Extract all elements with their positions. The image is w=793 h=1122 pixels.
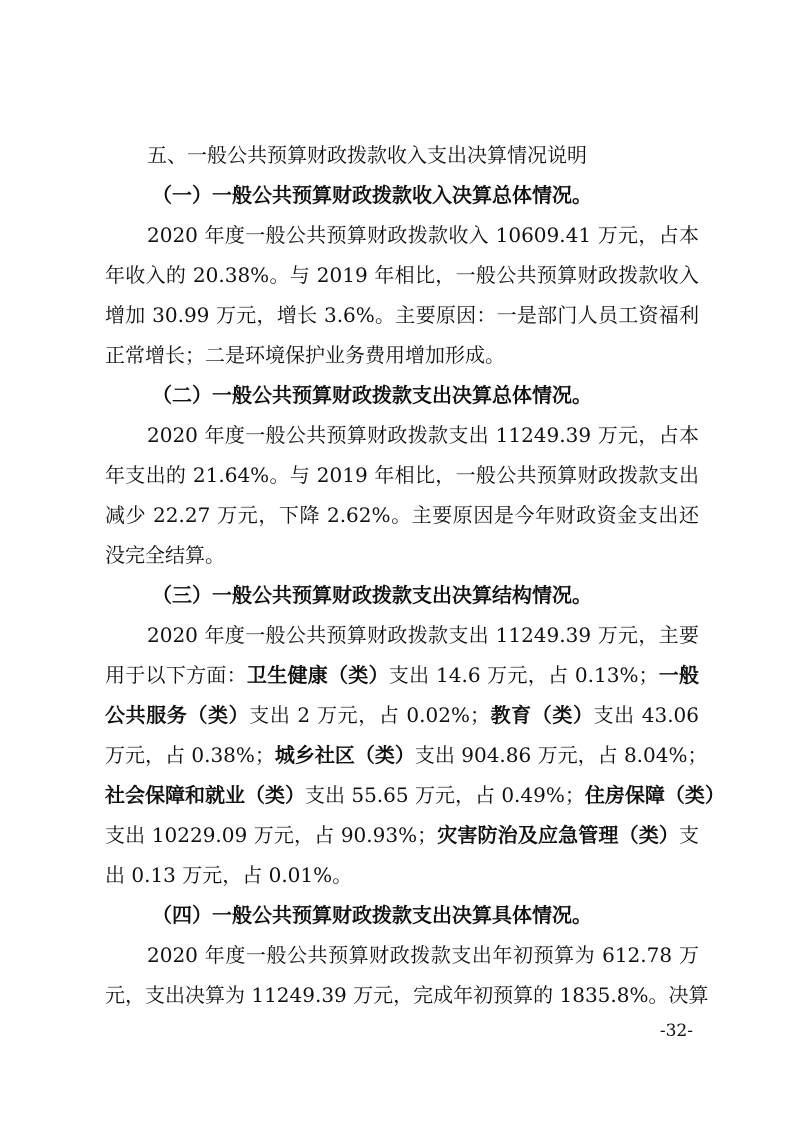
section-title: 五、一般公共预算财政拨款收入支出决算情况说明: [147, 143, 587, 167]
category-label: 公共服务（类）: [105, 703, 250, 727]
category-label: 教育（类）: [489, 703, 594, 727]
paragraph-line: 增加 30.99 万元，增长 3.6%。主要原因：一是部门人员工资福利: [105, 303, 699, 327]
paragraph-line: [105, 702, 699, 742]
paragraph-line: [105, 662, 699, 702]
paragraph-line: 年收入的 20.38%。与 2019 年相比，一般公共预算财政拨款收入: [105, 263, 699, 287]
page-number: -32-: [659, 1021, 693, 1041]
text-run: 用于以下方面：: [105, 663, 247, 687]
text-run: 万元，占 0.38%；: [105, 743, 275, 767]
paragraph-line: 2020 年度一般公共预算财政拨款收入 10609.41 万元，占本: [147, 223, 699, 247]
text-run: 支出 55.65 万元，占 0.49%；: [305, 783, 585, 807]
paragraph-line: 2020 年度一般公共预算财政拨款支出年初预算为 612.78 万: [147, 943, 699, 967]
paragraph-line: [105, 822, 699, 862]
paragraph-line: 出 0.13 万元，占 0.01%。: [105, 863, 353, 887]
document-body: [105, 142, 725, 1022]
subsection-title-1: （一）一般公共预算财政拨款收入决算总体情况。: [152, 183, 592, 207]
text-run: 支出 904.86 万元，占 8.04%；: [414, 743, 708, 767]
paragraph-line: [105, 782, 725, 822]
subsection-title-2: （二）一般公共预算财政拨款支出决算总体情况。: [152, 383, 592, 407]
paragraph-line: 减少 22.27 万元，下降 2.62%。主要原因是今年财政资金支出还: [105, 503, 699, 527]
text-run: 支出 10229.09 万元，占 90.93%；: [105, 823, 438, 847]
category-label: 住房保障（类）: [584, 783, 725, 807]
subsection-title-4: （四）一般公共预算财政拨款支出决算具体情况。: [152, 903, 592, 927]
paragraph-line: 元，支出决算为 11249.39 万元，完成年初预算的 1835.8%。决算: [105, 983, 709, 1007]
category-label: 一般: [658, 663, 700, 687]
paragraph-4: [105, 942, 709, 1022]
text-run: 支出 14.6 万元，占 0.13%；: [388, 663, 659, 687]
paragraph-line: 没完全结算。: [105, 543, 225, 567]
text-run: 支: [679, 823, 700, 847]
paragraph-line: [105, 742, 708, 782]
subsection-title-3: （三）一般公共预算财政拨款支出决算结构情况。: [152, 583, 592, 607]
paragraph-line: 2020 年度一般公共预算财政拨款支出 11249.39 万元，占本: [147, 423, 699, 447]
text-run: 支出 2 万元，占 0.02%；: [249, 703, 490, 727]
paragraph-1: [105, 222, 699, 382]
category-label: 卫生健康（类）: [246, 663, 389, 687]
category-label: 社会保障和就业（类）: [105, 783, 305, 807]
paragraph-line: 2020 年度一般公共预算财政拨款支出 11249.39 万元，主要: [147, 623, 699, 647]
paragraph-2: [105, 422, 699, 582]
paragraph-line: 正常增长；二是环境保护业务费用增加形成。: [105, 343, 505, 367]
paragraph-line: 年支出的 21.64%。与 2019 年相比，一般公共预算财政拨款支出: [105, 463, 699, 487]
text-run: 支出 43.06: [593, 703, 699, 727]
category-label: 灾害防治及应急管理（类）: [437, 823, 680, 847]
category-label: 城乡社区（类）: [274, 743, 415, 767]
paragraph-3: [105, 622, 725, 902]
